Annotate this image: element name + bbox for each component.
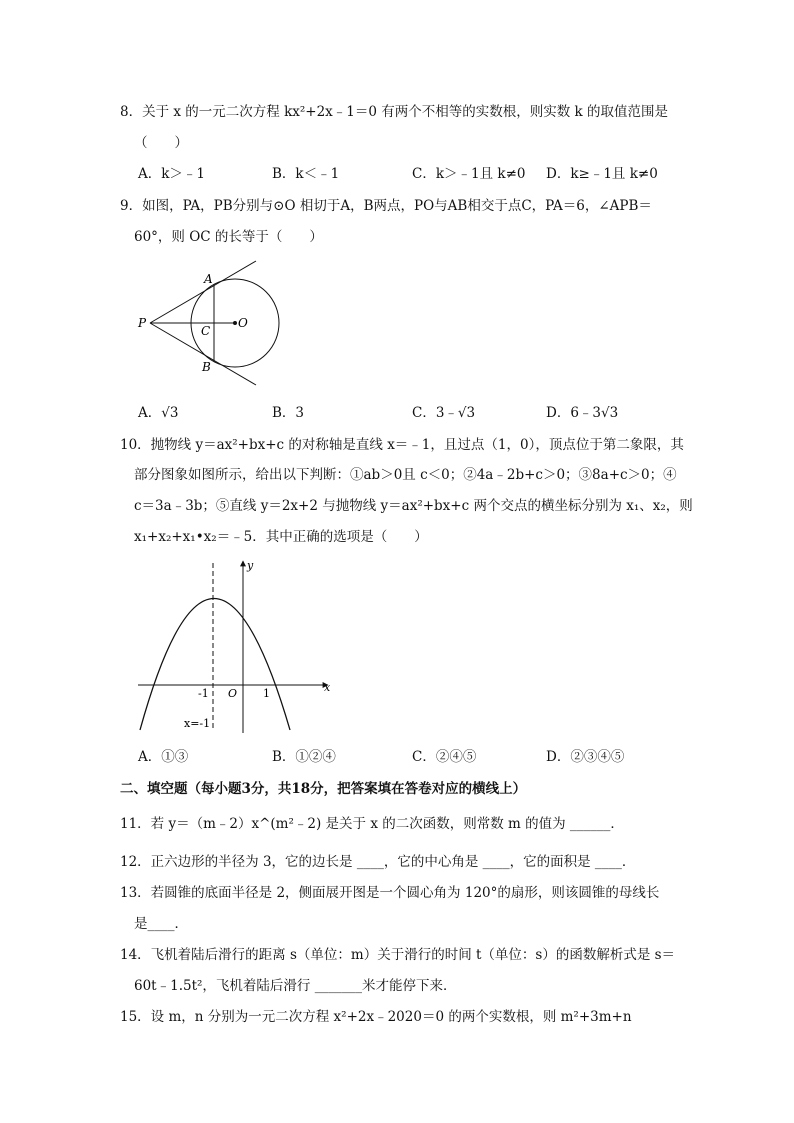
q8-option-d: D．k≥﹣1且 k≠0	[546, 166, 658, 182]
q15-line1: 15．设 m，n 分别为一元二次方程 x²+2x﹣2020＝0 的两个实数根，则 m²+3m+n	[120, 1009, 632, 1025]
q9-circle-tangent-figure	[130, 255, 290, 395]
q10-line1: 10．抛物线 y＝ax²+bx+c 的对称轴是直线 x＝﹣1，且过点（1，0），顶点位于第二象限，其	[120, 437, 684, 453]
label-b: B	[202, 360, 211, 374]
q10-line3: c＝3a﹣3b；⑤直线 y＝2x+2 与抛物线 y＝ax²+bx+c 两个交点的横坐标分别为 x₁、x₂，则	[134, 498, 693, 514]
q9-line2: 60°，则 OC 的长等于（ ）	[134, 229, 323, 245]
q14-line2: 60t﹣1.5t²，飞机着陆后滑行 _______米才能停下来．	[134, 978, 457, 994]
q9-line1: 9．如图，PA，PB分别与⊙O 相切于A，B两点，PO与AB相交于点C，PA＝6，∠APB＝	[120, 198, 652, 214]
label-neg1: -1	[198, 687, 209, 700]
q10-option-b: B．①②④	[272, 749, 336, 765]
label-axis-eq: x=-1	[184, 717, 211, 730]
q9-option-c: C．3﹣√3	[412, 405, 476, 421]
q10-line4: x₁+x₂+x₁•x₂＝﹣5．其中正确的选项是（ ）	[134, 529, 428, 545]
label-x: x	[324, 681, 331, 694]
q8-option-a: A．k＞﹣1	[138, 166, 206, 182]
q8-option-b: B．k＜﹣1	[272, 166, 340, 182]
q10-line2: 部分图象如图所示，给出以下判断：①ab＞0且 c＜0；②4a﹣2b+c＞0；③8a+c＞0；④	[134, 467, 677, 483]
q10-parabola-figure	[130, 555, 340, 735]
q8-line2: （ ）	[134, 135, 188, 151]
q9-option-b: B．3	[272, 405, 305, 421]
q10-option-d: D．②③④⑤	[546, 749, 625, 765]
tangent-pa	[150, 261, 256, 323]
center-dot	[233, 321, 237, 325]
q12-text: 12．正六边形的半径为 3，它的边长是 ____，它的中心角是 ____，它的面积是 ____．	[120, 854, 636, 870]
q10-option-a: A．①③	[138, 749, 189, 765]
q8-option-c: C．k＞﹣1且 k≠0	[412, 166, 526, 182]
q13-line2: 是____．	[134, 916, 188, 932]
q9-option-d: D．6﹣3√3	[546, 405, 619, 421]
q10-option-c: C．②④⑤	[412, 749, 477, 765]
q11-text: 11．若 y＝（m﹣2）x^(m²﹣2) 是关于 x 的二次函数，则常数 m 的值为 ______．	[120, 816, 624, 832]
label-o: O	[238, 316, 248, 330]
section2-title: 二、填空题（每小题3分，共18分，把答案填在答卷对应的横线上）	[120, 781, 527, 797]
label-c: C	[201, 324, 211, 338]
label-origin: O	[228, 687, 238, 700]
q14-line1: 14．飞机着陆后滑行的距离 s（单位：m）关于滑行的时间 t（单位：s）的函数解析式是 s＝	[120, 947, 676, 963]
q13-line1: 13．若圆锥的底面半径是 2，侧面展开图是一个圆心角为 120°的扇形，则该圆锥的母线长	[120, 885, 660, 901]
parabola-curve	[140, 599, 290, 731]
label-y: y	[247, 559, 254, 572]
q9-option-a: A．√3	[138, 405, 179, 421]
label-p: P	[138, 316, 147, 330]
label-one: 1	[263, 687, 270, 700]
label-a: A	[204, 272, 213, 286]
q8-line1: 8．关于 x 的一元二次方程 kx²+2x﹣1＝0 有两个不相等的实数根，则实数 k 的取值范围是	[120, 104, 669, 120]
